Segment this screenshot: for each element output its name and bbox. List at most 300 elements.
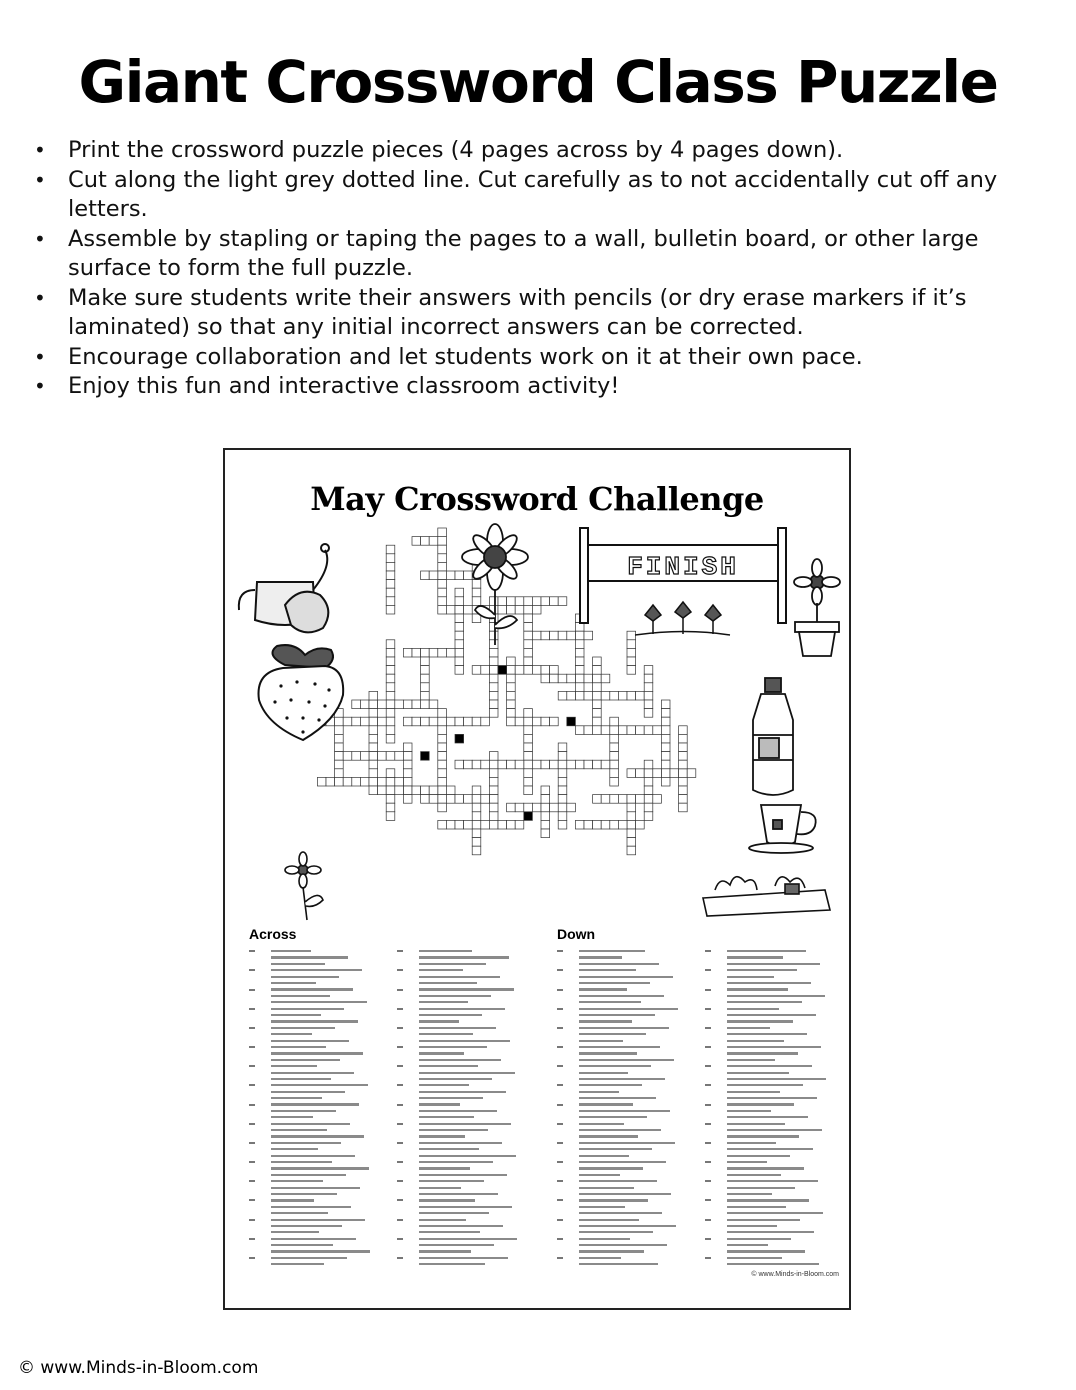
grid-cell (455, 571, 464, 580)
grid-cell (541, 760, 550, 769)
across-heading: Across (249, 926, 297, 942)
grid-cell (386, 700, 395, 709)
grid-cell (481, 666, 490, 675)
grid-cell (335, 717, 344, 726)
instruction-list (28, 136, 1060, 402)
grid-cell (507, 760, 516, 769)
grid-cell (438, 743, 447, 752)
grid-cell (489, 648, 498, 657)
grid-cell (464, 760, 473, 769)
grid-cell (507, 597, 516, 606)
grid-cell (575, 648, 584, 657)
grid-cell (369, 752, 378, 761)
grid-cell (455, 648, 464, 657)
grid-cell (335, 734, 344, 743)
grid-black-cell (567, 717, 576, 726)
grid-cell (644, 674, 653, 683)
grid-cell (593, 691, 602, 700)
grid-cell (575, 657, 584, 666)
grid-cell (507, 700, 516, 709)
grid-cell (610, 752, 619, 761)
grid-cell (575, 683, 584, 692)
grid-cell (575, 760, 584, 769)
grid-cell (386, 726, 395, 735)
grid-cell (472, 803, 481, 812)
grid-cell (679, 803, 688, 812)
grid-cell (610, 820, 619, 829)
grid-cell (489, 760, 498, 769)
grid-cell (464, 820, 473, 829)
grid-cell (472, 588, 481, 597)
grid-cell (369, 743, 378, 752)
footer-copyright: © www.Minds-in-Bloom.com (18, 1358, 259, 1378)
grid-cell (627, 666, 636, 675)
grid-cell (567, 760, 576, 769)
grid-cell (593, 709, 602, 718)
grid-cell (446, 795, 455, 804)
grid-cell (489, 700, 498, 709)
grid-cell (369, 777, 378, 786)
grid-cell (524, 666, 533, 675)
grid-cell (421, 786, 430, 795)
grid-cell (644, 760, 653, 769)
grid-cell (386, 674, 395, 683)
grid-cell (446, 717, 455, 726)
grid-black-cell (455, 734, 464, 743)
grid-cell (472, 666, 481, 675)
grid-cell (601, 726, 610, 735)
grid-cell (395, 700, 404, 709)
daisy-icon (285, 852, 323, 920)
grid-cell (489, 752, 498, 761)
grid-cell (627, 838, 636, 847)
grid-cell (360, 752, 369, 761)
grid-cell (386, 666, 395, 675)
grid-cell (524, 803, 533, 812)
grid-cell (386, 734, 395, 743)
grid-cell (593, 683, 602, 692)
grid-cell (438, 760, 447, 769)
grid-cell (644, 726, 653, 735)
grid-cell (429, 571, 438, 580)
grid-cell (541, 786, 550, 795)
grid-cell (524, 777, 533, 786)
clue-line (557, 1261, 685, 1267)
grid-cell (618, 820, 627, 829)
grid-cell (446, 571, 455, 580)
grid-cell (438, 726, 447, 735)
teacup-icon (749, 805, 816, 853)
grid-cell (661, 717, 670, 726)
instruction-item: • Print the crossword puzzle pieces (4 pages across by 4 pages down). (28, 136, 1060, 166)
grid-black-cell (498, 666, 507, 675)
grid-cell (661, 700, 670, 709)
grid-cell (498, 597, 507, 606)
grid-cell (343, 752, 352, 761)
grid-cell (558, 786, 567, 795)
grid-cell (541, 812, 550, 821)
grid-cell (412, 700, 421, 709)
grid-cell (558, 743, 567, 752)
grid-cell (644, 786, 653, 795)
grid-cell (455, 657, 464, 666)
grid-cell (464, 717, 473, 726)
grid-cell (489, 657, 498, 666)
across-clues-col-2 (397, 948, 525, 1268)
grid-cell (661, 734, 670, 743)
grid-cell (369, 717, 378, 726)
grid-cell (343, 777, 352, 786)
grid-cell (455, 614, 464, 623)
grid-cell (438, 537, 447, 546)
grid-cell (584, 691, 593, 700)
grid-cell (593, 657, 602, 666)
grid-cell (438, 717, 447, 726)
instruction-item: • Make sure students write their answers with pencils (or dry erase markers if it’s laminated) so that any initial incorrect answers can be corrected. (28, 284, 1060, 343)
grid-cell (627, 829, 636, 838)
grid-cell (532, 597, 541, 606)
grid-cell (369, 709, 378, 718)
grid-cell (618, 691, 627, 700)
grid-cell (541, 631, 550, 640)
grid-cell (386, 752, 395, 761)
grid-cell (395, 752, 404, 761)
grid-cell (429, 786, 438, 795)
grid-cell (627, 648, 636, 657)
grid-cell (515, 820, 524, 829)
grid-cell (369, 700, 378, 709)
grid-cell (636, 726, 645, 735)
grid-cell (627, 846, 636, 855)
grid-cell (369, 786, 378, 795)
grid-black-cell (421, 752, 430, 761)
grid-cell (679, 734, 688, 743)
grid-cell (369, 734, 378, 743)
grid-cell (507, 717, 516, 726)
grid-cell (386, 803, 395, 812)
grid-cell (386, 691, 395, 700)
grid-cell (378, 752, 387, 761)
grid-cell (679, 786, 688, 795)
grid-cell (421, 674, 430, 683)
grid-cell (541, 829, 550, 838)
grid-cell (438, 769, 447, 778)
grid-cell (679, 726, 688, 735)
grid-cell (575, 674, 584, 683)
grid-cell (378, 786, 387, 795)
grid-cell (636, 769, 645, 778)
grid-cell (429, 648, 438, 657)
grid-cell (593, 717, 602, 726)
grid-cell (369, 760, 378, 769)
grid-cell (438, 709, 447, 718)
grid-cell (524, 786, 533, 795)
grid-cell (421, 657, 430, 666)
grid-cell (558, 752, 567, 761)
grid-cell (455, 795, 464, 804)
page-title: Giant Crossword Class Puzzle (78, 48, 998, 116)
grid-cell (593, 726, 602, 735)
grid-cell (352, 752, 361, 761)
grid-cell (627, 726, 636, 735)
grid-cell (472, 580, 481, 589)
instruction-item: • Cut along the light grey dotted line. Cut carefully as to not accidentally cut off any letters. (28, 166, 1060, 225)
grid-cell (644, 709, 653, 718)
grid-cell (575, 691, 584, 700)
watering-can-icon (239, 544, 329, 632)
grid-cell (558, 795, 567, 804)
grid-cell (679, 777, 688, 786)
grid-cell (644, 777, 653, 786)
grid-cell (532, 803, 541, 812)
grid-cell (661, 709, 670, 718)
grid-cell (524, 640, 533, 649)
grid-cell (524, 657, 533, 666)
grid-cell (558, 760, 567, 769)
grid-cell (558, 691, 567, 700)
grid-cell (532, 717, 541, 726)
grid-cell (421, 691, 430, 700)
grid-cell (679, 795, 688, 804)
grid-cell (386, 588, 395, 597)
across-clues-col-1 (249, 948, 377, 1268)
grid-cell (438, 528, 447, 537)
grid-cell (343, 717, 352, 726)
grid-cell (352, 717, 361, 726)
grid-cell (412, 537, 421, 546)
grid-cell (575, 631, 584, 640)
grid-cell (472, 812, 481, 821)
grid-cell (403, 769, 412, 778)
grid-cell (335, 769, 344, 778)
grid-cell (481, 820, 490, 829)
grid-cell (378, 700, 387, 709)
grid-cell (687, 769, 696, 778)
grid-cell (524, 769, 533, 778)
grid-cell (507, 683, 516, 692)
down-clues-col-1 (557, 948, 685, 1268)
grid-cell (421, 571, 430, 580)
grid-cell (618, 726, 627, 735)
grid-cell (455, 760, 464, 769)
grid-cell (653, 795, 662, 804)
grid-cell (550, 760, 559, 769)
clue-line (705, 1261, 833, 1267)
down-heading: Down (557, 926, 596, 942)
grid-cell (378, 777, 387, 786)
grid-cell (429, 700, 438, 709)
grid-cell (403, 700, 412, 709)
grid-cell (446, 605, 455, 614)
grid-cell (567, 631, 576, 640)
grid-cell (386, 571, 395, 580)
grid-cell (653, 726, 662, 735)
grid-cell (627, 820, 636, 829)
grid-cell (472, 597, 481, 606)
grid-cell (464, 795, 473, 804)
grid-cell (472, 786, 481, 795)
grid-cell (489, 786, 498, 795)
grid-cell (464, 571, 473, 580)
grid-cell (524, 614, 533, 623)
grid-cell (610, 726, 619, 735)
grid-cell (403, 777, 412, 786)
grid-cell (661, 769, 670, 778)
grid-cell (429, 537, 438, 546)
grid-cell (515, 597, 524, 606)
grid-cell (326, 777, 335, 786)
grid-cell (386, 769, 395, 778)
grid-cell (421, 537, 430, 546)
grid-cell (446, 786, 455, 795)
grid-cell (386, 640, 395, 649)
grid-cell (498, 605, 507, 614)
grid-cell (575, 726, 584, 735)
grid-cell (515, 605, 524, 614)
grid-cell (627, 769, 636, 778)
grid-cell (524, 752, 533, 761)
grid-cell (481, 717, 490, 726)
grid-cell (601, 691, 610, 700)
grid-cell (507, 709, 516, 718)
grid-cell (627, 812, 636, 821)
grid-cell (421, 795, 430, 804)
grid-cell (524, 648, 533, 657)
grid-cell (524, 597, 533, 606)
grid-cell (618, 795, 627, 804)
grid-cell (627, 803, 636, 812)
grid-cell (532, 666, 541, 675)
grid-cell (610, 777, 619, 786)
grid-cell (627, 691, 636, 700)
grid-cell (644, 691, 653, 700)
grid-cell (584, 820, 593, 829)
grid-cell (438, 597, 447, 606)
grid-cell (403, 795, 412, 804)
grid-cell (352, 700, 361, 709)
grid-cell (438, 648, 447, 657)
grid-cell (507, 605, 516, 614)
grid-cell (498, 820, 507, 829)
grid-cell (438, 605, 447, 614)
grid-cell (489, 640, 498, 649)
grid-cell (369, 769, 378, 778)
potted-flower-icon (794, 559, 840, 656)
finish-banner-text: FINISH (627, 552, 739, 582)
grid-cell (558, 597, 567, 606)
grid-cell (455, 623, 464, 632)
water-bottle-icon (753, 678, 793, 795)
grid-cell (593, 674, 602, 683)
grid-cell (438, 571, 447, 580)
grid-cell (507, 674, 516, 683)
grid-cell (601, 674, 610, 683)
grid-cell (653, 769, 662, 778)
grid-cell (335, 726, 344, 735)
grid-cell (541, 795, 550, 804)
grid-cell (541, 820, 550, 829)
grid-cell (489, 803, 498, 812)
grid-cell (575, 820, 584, 829)
grid-cell (446, 820, 455, 829)
grid-cell (679, 743, 688, 752)
grid-cell (352, 777, 361, 786)
grid-cell (584, 674, 593, 683)
grid-cell (403, 648, 412, 657)
grid-cell (412, 648, 421, 657)
grid-cell (455, 597, 464, 606)
grid-cell (489, 820, 498, 829)
grid-cell (679, 752, 688, 761)
grid-cell (627, 657, 636, 666)
grid-black-cell (524, 812, 533, 821)
grid-cell (335, 777, 344, 786)
down-clues-col-2 (705, 948, 833, 1268)
grid-cell (455, 666, 464, 675)
grid-cell (386, 683, 395, 692)
grid-cell (627, 640, 636, 649)
grid-cell (532, 605, 541, 614)
grid-cell (455, 631, 464, 640)
grid-cell (403, 760, 412, 769)
grid-cell (386, 777, 395, 786)
grid-cell (601, 760, 610, 769)
grid-cell (524, 717, 533, 726)
grid-cell (421, 666, 430, 675)
grid-cell (644, 683, 653, 692)
grid-cell (403, 786, 412, 795)
grid-cell (593, 700, 602, 709)
grid-cell (386, 597, 395, 606)
grid-cell (550, 803, 559, 812)
grid-cell (550, 666, 559, 675)
grid-cell (558, 777, 567, 786)
grid-cell (412, 717, 421, 726)
grid-cell (636, 691, 645, 700)
grid-cell (661, 743, 670, 752)
grid-cell (532, 760, 541, 769)
grid-cell (335, 752, 344, 761)
grid-cell (532, 631, 541, 640)
plant-tray-icon (703, 877, 830, 916)
grid-cell (610, 691, 619, 700)
grid-cell (524, 631, 533, 640)
grid-cell (489, 674, 498, 683)
grid-cell (507, 803, 516, 812)
grid-cell (386, 605, 395, 614)
grid-cell (558, 674, 567, 683)
grid-cell (550, 674, 559, 683)
grid-cell (610, 734, 619, 743)
grid-cell (421, 700, 430, 709)
grid-cell (584, 631, 593, 640)
grid-cell (360, 700, 369, 709)
grid-cell (386, 554, 395, 563)
grid-cell (541, 666, 550, 675)
grid-cell (644, 812, 653, 821)
grid-cell (489, 683, 498, 692)
grid-cell (472, 820, 481, 829)
grid-cell (550, 717, 559, 726)
grid-cell (550, 597, 559, 606)
grid-cell (369, 691, 378, 700)
grid-cell (498, 760, 507, 769)
grid-cell (403, 717, 412, 726)
grid-cell (541, 674, 550, 683)
grid-cell (412, 786, 421, 795)
grid-cell (455, 640, 464, 649)
grid-cell (421, 717, 430, 726)
